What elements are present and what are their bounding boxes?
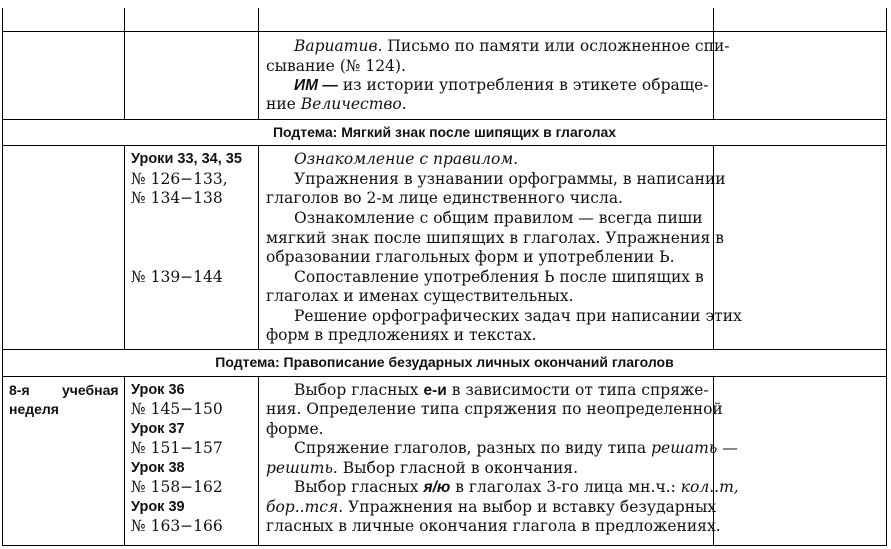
lesson-38-title: Урок 38: [131, 460, 185, 476]
rule-col3-seg1: [713, 8, 714, 120]
row2-exercise-3: № 139−144: [131, 268, 223, 286]
row3-l4-a: Спряжение глаголов, разных по виду типа: [294, 439, 647, 457]
row1-p2-prefix: ние: [266, 95, 296, 113]
row1-p2-word: Величество.: [300, 95, 407, 113]
row3-l4-b: решать —: [651, 439, 738, 457]
row3-l6-a: Выбор гласных: [294, 478, 419, 496]
row3-line-1: [294, 380, 709, 401]
row3-l6-b: я/ю: [423, 479, 451, 496]
rule-subtopic1-top: [2, 119, 887, 120]
subtopic-heading-1: Подтема: Мягкий знак после шипящих в глаголах: [272, 124, 617, 140]
row2-line-3: глаголов во 2-м лице единственного числа.: [266, 189, 623, 207]
row3-l1-b: е-и: [423, 382, 447, 399]
lesson-36-exercises: № 145−150: [131, 400, 223, 418]
row3-l7-a: бор..тся.: [266, 498, 344, 516]
row2-exercise-2: № 134−138: [131, 189, 223, 207]
row3-line-6: [294, 477, 739, 498]
row2-line-6: образовании глагольных форм и употреблении Ь.: [266, 248, 675, 266]
row2-lessons-title: Уроки 33, 34, 35: [131, 151, 242, 167]
row1-line4: [266, 94, 407, 114]
lesson-36-title: Урок 36: [131, 382, 185, 398]
row3-line-8: гласных в личные окончания глагола в предложениях.: [266, 517, 721, 535]
rule-col2-seg2: [258, 145, 259, 350]
row3-l5-a: решить.: [266, 459, 338, 477]
row1-p1-text2: сывание (№ 124).: [266, 57, 406, 75]
row1-p2-text1: из истории употребления в этикете обраще-: [342, 76, 709, 94]
row3-line-5: [266, 458, 578, 478]
rule-subtopic2-bottom: [2, 376, 887, 377]
row2-line-8: глаголах и именах существительных.: [266, 287, 574, 305]
rule-col1-seg2: [124, 145, 125, 350]
subtopic-heading-2: Подтема: Правописание безударных личных окончаний глаголов: [215, 354, 674, 370]
row2-line-9: Решение орфографических задач при написании этих: [294, 307, 742, 325]
row3-line-2: ния. Определение типа спряжения по неопределенной: [266, 400, 723, 418]
lesson-37-title: Урок 37: [131, 421, 185, 437]
row1-variant-label: Вариатив.: [294, 37, 383, 55]
row3-l5-b: Выбор гласной в окончания.: [342, 459, 579, 477]
row3-l1-c: в зависимости от типа спряже-: [451, 381, 709, 399]
row3-l6-d: кол..т,: [680, 478, 739, 496]
row3-l7-b: Упражнения на выбор и вставку безударных: [348, 498, 717, 516]
rule-col2-seg1: [258, 8, 259, 120]
row3-line-7: [266, 497, 716, 517]
rule-col2-seg3: [258, 376, 259, 546]
rule-left-edge: [2, 8, 3, 546]
row1-line3: [294, 75, 707, 96]
row2-line-4: Ознакомление с общим правилом — всегда пиши: [294, 209, 703, 227]
rule-col1-seg3: [124, 376, 125, 546]
row1-p1-text1: Письмо по памяти или осложненное спи-: [387, 37, 730, 55]
lesson-39-exercises: № 163−166: [131, 517, 223, 535]
rule-subtopic1-bottom: [2, 145, 887, 146]
rule-row1-top: [2, 31, 887, 32]
row2-line-2: Упражнения в узнавании орфограммы, в написании: [294, 170, 726, 188]
rule-col1-seg1: [124, 8, 125, 120]
row2-line-5: мягкий знак после шипящих в глаголах. Упражнения в: [266, 229, 724, 247]
lesson-37-exercises: № 151−157: [131, 439, 223, 457]
lesson-38-exercises: № 158−162: [131, 478, 223, 496]
row2-line-1: Ознакомление с правилом.: [294, 150, 519, 168]
row2-line-7: Сопоставление употребления Ь после шипящих в: [294, 268, 704, 286]
lesson-39-title: Урок 39: [131, 499, 185, 515]
rule-subtopic2-top: [2, 349, 887, 350]
row1-line1: [294, 36, 730, 56]
row1-im-label: ИМ —: [294, 77, 338, 94]
week-word-3: неделя: [9, 401, 59, 417]
row2-exercise-1: № 126−133,: [131, 170, 228, 188]
row3-l6-c: в глаголах 3-го лица мн.ч.:: [455, 478, 676, 496]
week-word-2: учебная: [62, 382, 119, 398]
row3-line-4: [294, 438, 738, 458]
rule-table-bottom: [2, 545, 887, 546]
week-word-1: 8-я: [9, 382, 30, 398]
row2-line-10: форм в предложениях и текстах.: [266, 326, 537, 344]
row3-line-3: форме.: [266, 420, 324, 438]
row3-l1-a: Выбор гласных: [294, 381, 419, 399]
row1-line2: [266, 56, 406, 76]
rule-right-edge: [886, 8, 887, 546]
